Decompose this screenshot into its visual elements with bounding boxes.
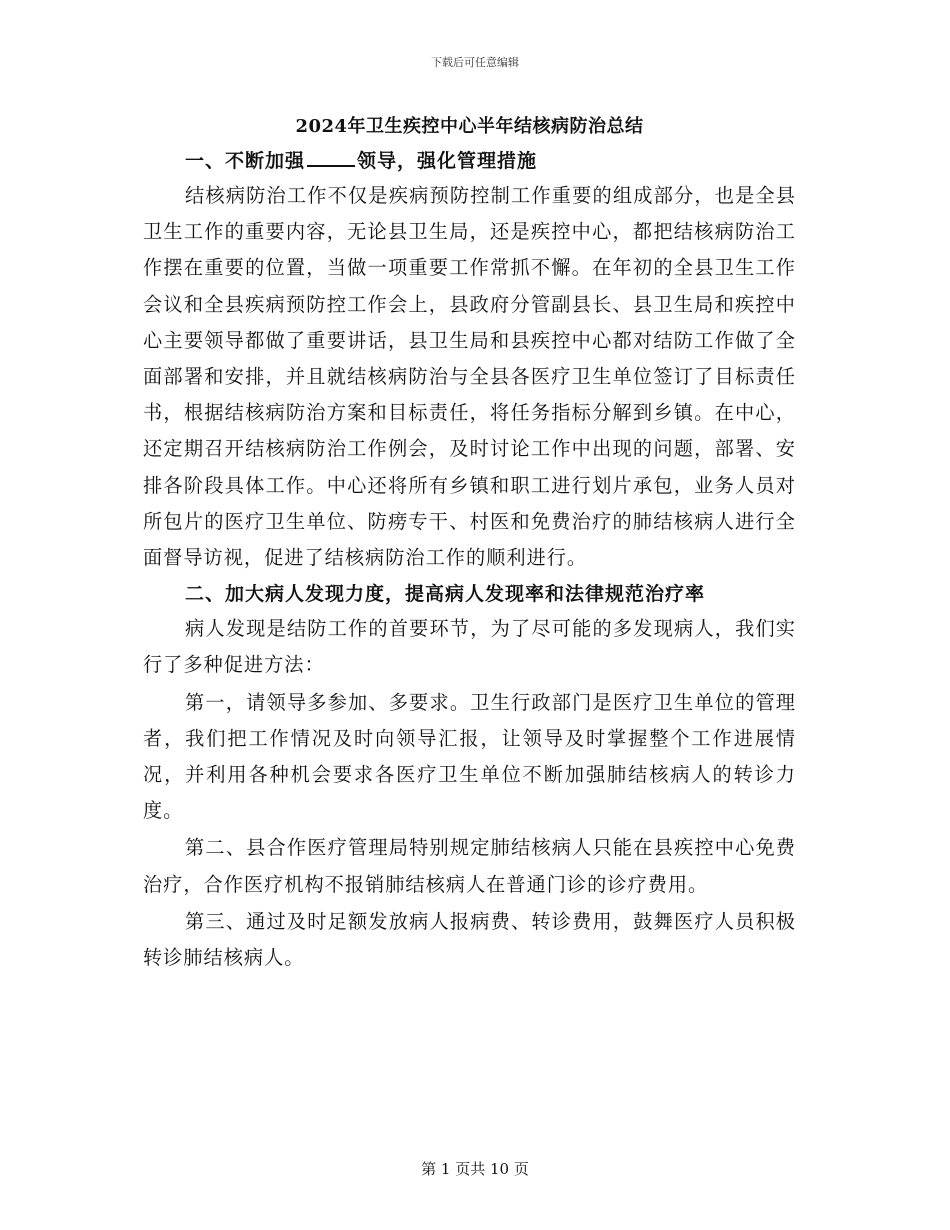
page-footer: 第 1 页共 10 页 [421,1160,529,1178]
section-heading-1-part-2: 领导，强化管理措施 [357,150,538,172]
fill-in-blank [307,147,355,167]
document-title: 2024年卫生疾控中心半年结核病防治总结 [295,116,644,137]
paragraph: 第三、通过及时足额发放病人报病费、转诊费用，鼓舞医疗人员积极转诊肺结核病人。 [143,909,796,970]
section-heading-1 [143,144,796,178]
document-body [143,112,796,977]
header-note: 下载后可任意编辑 [431,56,519,69]
paragraph: 结核病防治工作不仅是疾病预防控制工作重要的组成部分，也是全县卫生工作的重要内容，无论县卫生局，还是疾控中心，都把结核病防治工作摆在重要的位置，当做一项重要工作常抓不懈。在年初的全县卫生工作会议和全县疾病预防控工作会上，县政府分管副县长、县卫生局和疾控中心主要领导都做了重要讲话，县卫生局和县疾控中心都对结防工作做了全面部署和安排，并且就结核病防治与全县各医疗卫生单位签订了目标责任书，根据结核病防治方案和目标责任，将任务指标分解到乡镇。在中心，还定期召开结核病防治工作例会，及时讨论工作中出现的问题，部署、安排各阶段具体工作。中心还将所有乡镇和职工进行划片承包，业务人员对所包片的医疗卫生单位、防痨专干、村医和免费治疗的肺结核病人进行全面督导访视，促进了结核病防治工作的顺利进行。 [143,184,796,570]
paragraph: 第二、县合作医疗管理局特别规定肺结核病人只能在县疾控中心免费治疗，合作医疗机构不报销肺结核病人在普通门诊的诊疗费用。 [143,836,796,896]
section-heading-2: 二、加大病人发现力度，提高病人发现率和法律规范治疗率 [185,583,706,606]
paragraph: 病人发现是结防工作的首要环节，为了尽可能的多发现病人，我们实行了多种促进方法： [143,617,796,677]
section-heading-1-part-1: 一、不断加强 [185,150,306,172]
paragraph: 第一，请领导多参加、多要求。卫生行政部门是医疗卫生单位的管理者，我们把工作情况及时向领导汇报，让领导及时掌握整个工作进展情况，并利用各种机会要求各医疗卫生单位不断加强肺结核病人的转诊力度。 [143,690,796,823]
